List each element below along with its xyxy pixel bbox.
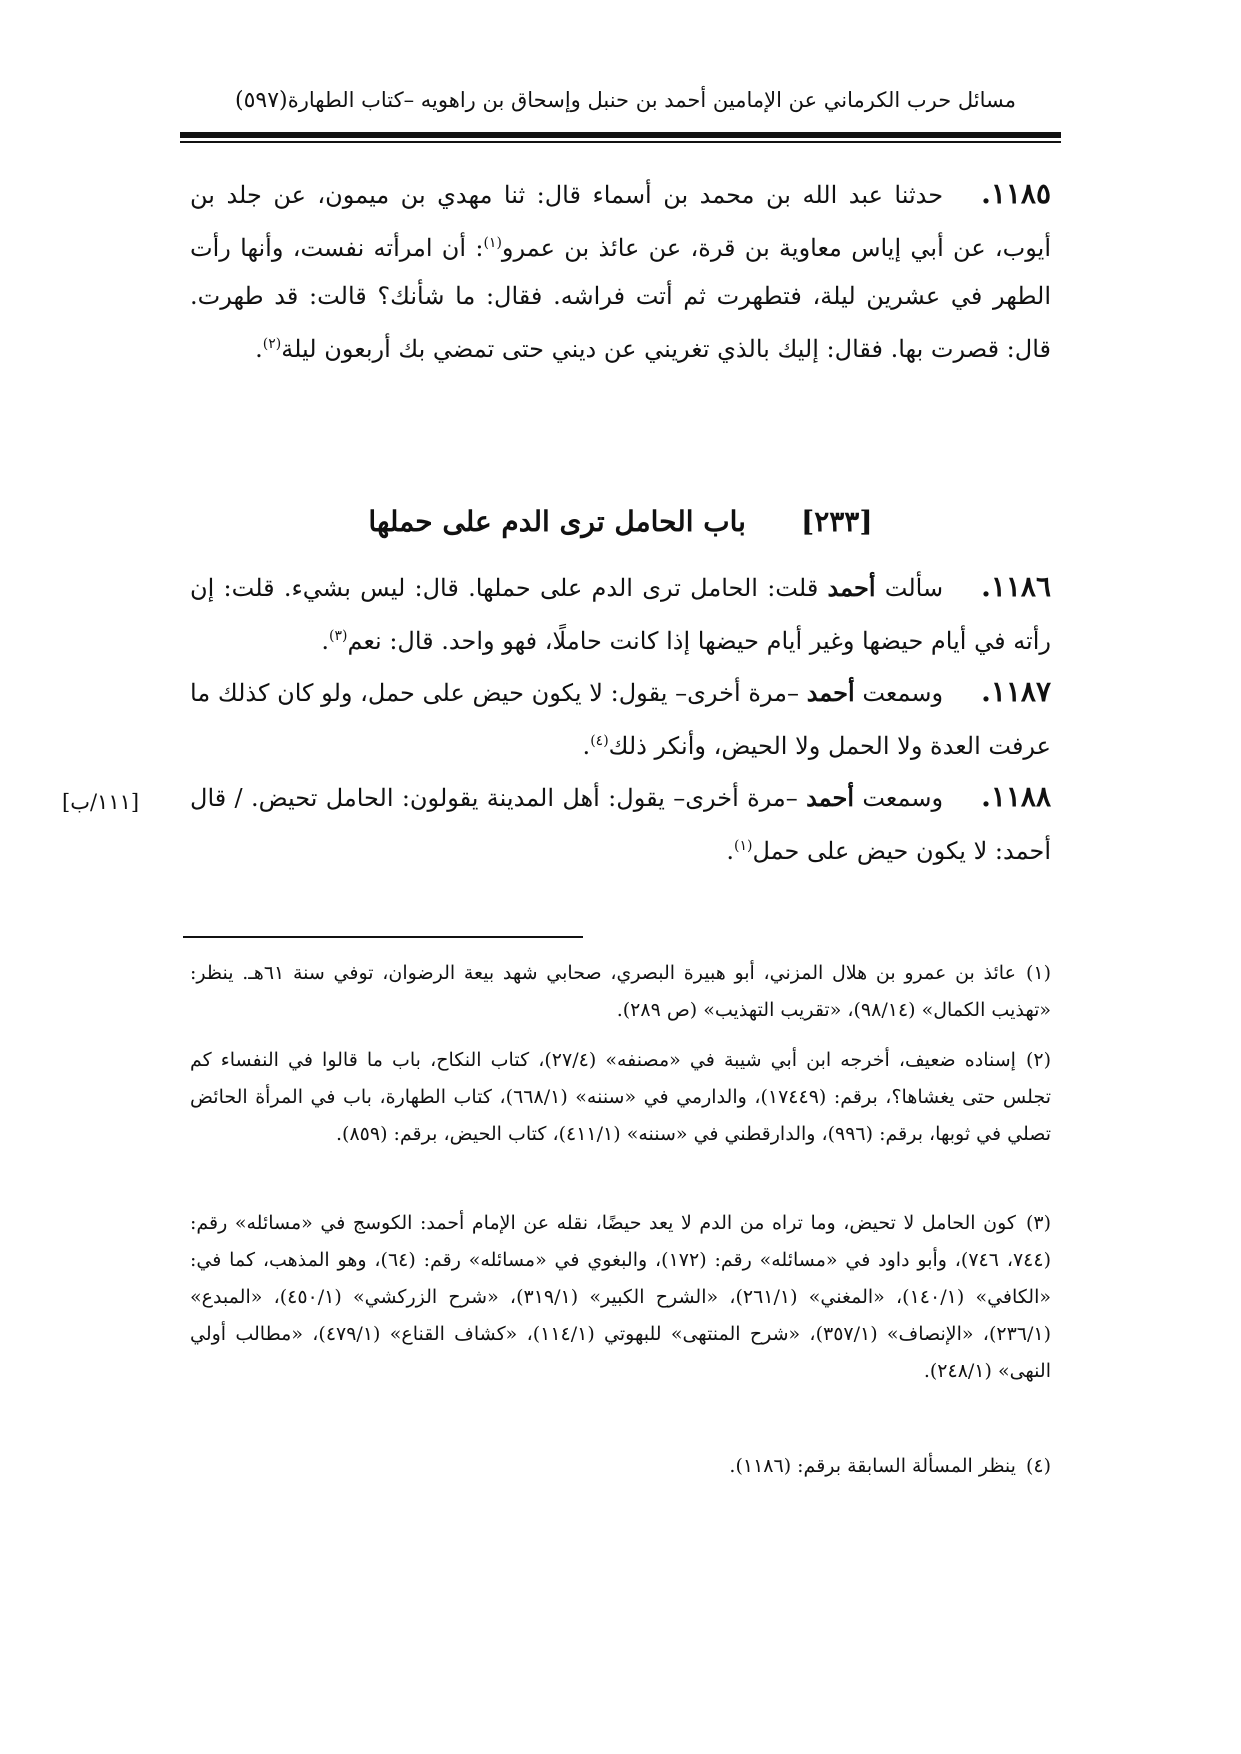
footnote-number: (٤) bbox=[1025, 1455, 1051, 1477]
chapter-number: [٢٣٣] bbox=[800, 505, 873, 538]
manuscript-folio-marker: [١١١/ب] bbox=[62, 790, 140, 814]
header-rule-thin bbox=[180, 141, 1061, 143]
paragraph-text: . bbox=[726, 837, 735, 865]
footnote-ref[interactable]: (٣) bbox=[329, 628, 348, 644]
footnote-number: (٢) bbox=[1025, 1049, 1051, 1071]
header-rule-thick bbox=[180, 132, 1061, 138]
chapter-heading bbox=[190, 505, 1051, 538]
paragraph-text: وسمعت bbox=[854, 679, 944, 707]
footnote-2 bbox=[190, 1042, 1051, 1153]
paragraph-text: –مرة أخرى– يقول: لا يكون حيض على حمل، ولو كان كذلك ما عرفت العدة ولا الحمل ولا الحيض، وأنكر ذلك bbox=[190, 679, 1051, 760]
paragraph-1188 bbox=[190, 773, 1051, 875]
footnote-ref[interactable]: (٤) bbox=[590, 733, 609, 749]
paragraph-number: ١١٨٦. bbox=[981, 570, 1051, 603]
footnote-text: إسناده ضعيف، أخرجه ابن أبي شيبة في «مصنفه» (٢٧/٤)، كتاب النكاح، باب ما قالوا في النفساء كم تجلس حتى يغشاها؟، برقم: (١٧٤٤٩)، والدارمي في «سننه» (٦٦٨/١)، كتاب الطهارة، باب في المرأة الحائض تصلي في ثوبها، برقم: (٩٩٦)، والدارقطني في «سننه» (٤١١/١)، كتاب الحيض، برقم: (٨٥٩). bbox=[190, 1049, 1051, 1145]
footnote-1 bbox=[190, 955, 1051, 1029]
paragraph-text: قلت: الحامل ترى الدم على حملها. قال: ليس بشيء. قلت: إن رأته في أيام حيضها وغير أيام حيضها إذا كانت حاملًا، فهو واحد. قال: نعم bbox=[190, 574, 1051, 655]
bold-name: أحمد bbox=[806, 678, 855, 707]
running-header bbox=[225, 88, 1016, 128]
paragraph-number: ١١٨٥. bbox=[981, 177, 1051, 210]
paragraph-1186 bbox=[190, 563, 1051, 665]
footnote-4 bbox=[190, 1448, 1051, 1485]
footnote-text: كون الحامل لا تحيض، وما تراه من الدم لا يعد حيضًا، نقله عن الإمام أحمد: الكوسج في «مسائله» رقم: (٧٤٤، ٧٤٦)، وأبو داود في «مسائله» رقم: (١٧٢)، والبغوي في «مسائله» رقم: (٦٤)، وهو المذهب، كما في: «الكافي» (١٤٠/١)، «المغني» (٢٦١/١)، «الشرح الكبير» (٣١٩/١)، «شرح الزركشي» (٤٥٠/١)، «المبدع» (٢٣٦/١)، «الإنصاف» (٣٥٧/١)، «شرح المنتهى» للبهوتي (١١٤/١)، «كشاف القناع» (٤٧٩/١)، «مطالب أولي النهى» (٢٤٨/١). bbox=[190, 1212, 1052, 1382]
paragraph-text: . bbox=[582, 732, 591, 760]
paragraph-text: وسمعت bbox=[854, 784, 944, 812]
footnote-number: (٣) bbox=[1025, 1212, 1052, 1234]
bold-name: أحمد bbox=[806, 783, 855, 812]
header-title: مسائل حرب الكرماني عن الإمامين أحمد بن حنبل وإسحاق بن راهويه –كتاب الطهارة bbox=[287, 88, 1016, 112]
paragraph-text: . bbox=[255, 335, 263, 363]
paragraph-text: : أن امرأته نفست، وأنها رأت الطهر في عشرين ليلة، فتطهرت ثم أتت فراشه. فقال: ما شأنك؟ قالت: قد طهرت. قال: قصرت بها. فقال: إليك بالذي تغريني عن ديني حتى تمضي بك أربعون ليلة bbox=[190, 234, 1051, 363]
footnote-separator bbox=[183, 936, 583, 938]
paragraph-text: . bbox=[321, 627, 329, 655]
footnote-number: (١) bbox=[1025, 962, 1051, 984]
footnote-ref[interactable]: (٢) bbox=[262, 336, 282, 352]
chapter-title: باب الحامل ترى الدم على حملها bbox=[368, 505, 746, 538]
footnote-ref[interactable]: (١) bbox=[734, 838, 753, 854]
paragraph-text: –مرة أخرى– يقول: أهل المدينة يقولون: الحامل تحيض. / قال أحمد: لا يكون حيض على حمل bbox=[190, 784, 1051, 865]
footnote-text: عائذ بن عمرو بن هلال المزني، أبو هبيرة البصري، صحابي شهد بيعة الرضوان، توفي سنة ٦١هـ. ينظر: «تهذيب الكمال» (٩٨/١٤)، «تقريب التهذيب» (ص ٢٨٩). bbox=[190, 962, 1051, 1021]
paragraph-1185 bbox=[190, 170, 1051, 373]
paragraph-text: حدثنا عبد الله بن محمد بن أسماء قال: ثنا مهدي بن ميمون، عن جلد بن أيوب، عن أبي إياس معاوية بن قرة، عن عائذ بن عمرو bbox=[190, 181, 1051, 262]
footnote-ref[interactable]: (١) bbox=[483, 235, 502, 251]
paragraph-text: سألت bbox=[875, 574, 944, 602]
paragraph-1187 bbox=[190, 668, 1051, 770]
bold-name: أحمد bbox=[827, 573, 876, 602]
paragraph-number: ١١٨٨. bbox=[981, 780, 1051, 813]
page-number: (٥٩٧) bbox=[235, 88, 288, 113]
footnote-text: ينظر المسألة السابقة برقم: (١١٨٦). bbox=[729, 1455, 1016, 1477]
paragraph-number: ١١٨٧. bbox=[981, 675, 1051, 708]
footnote-3 bbox=[190, 1205, 1051, 1390]
